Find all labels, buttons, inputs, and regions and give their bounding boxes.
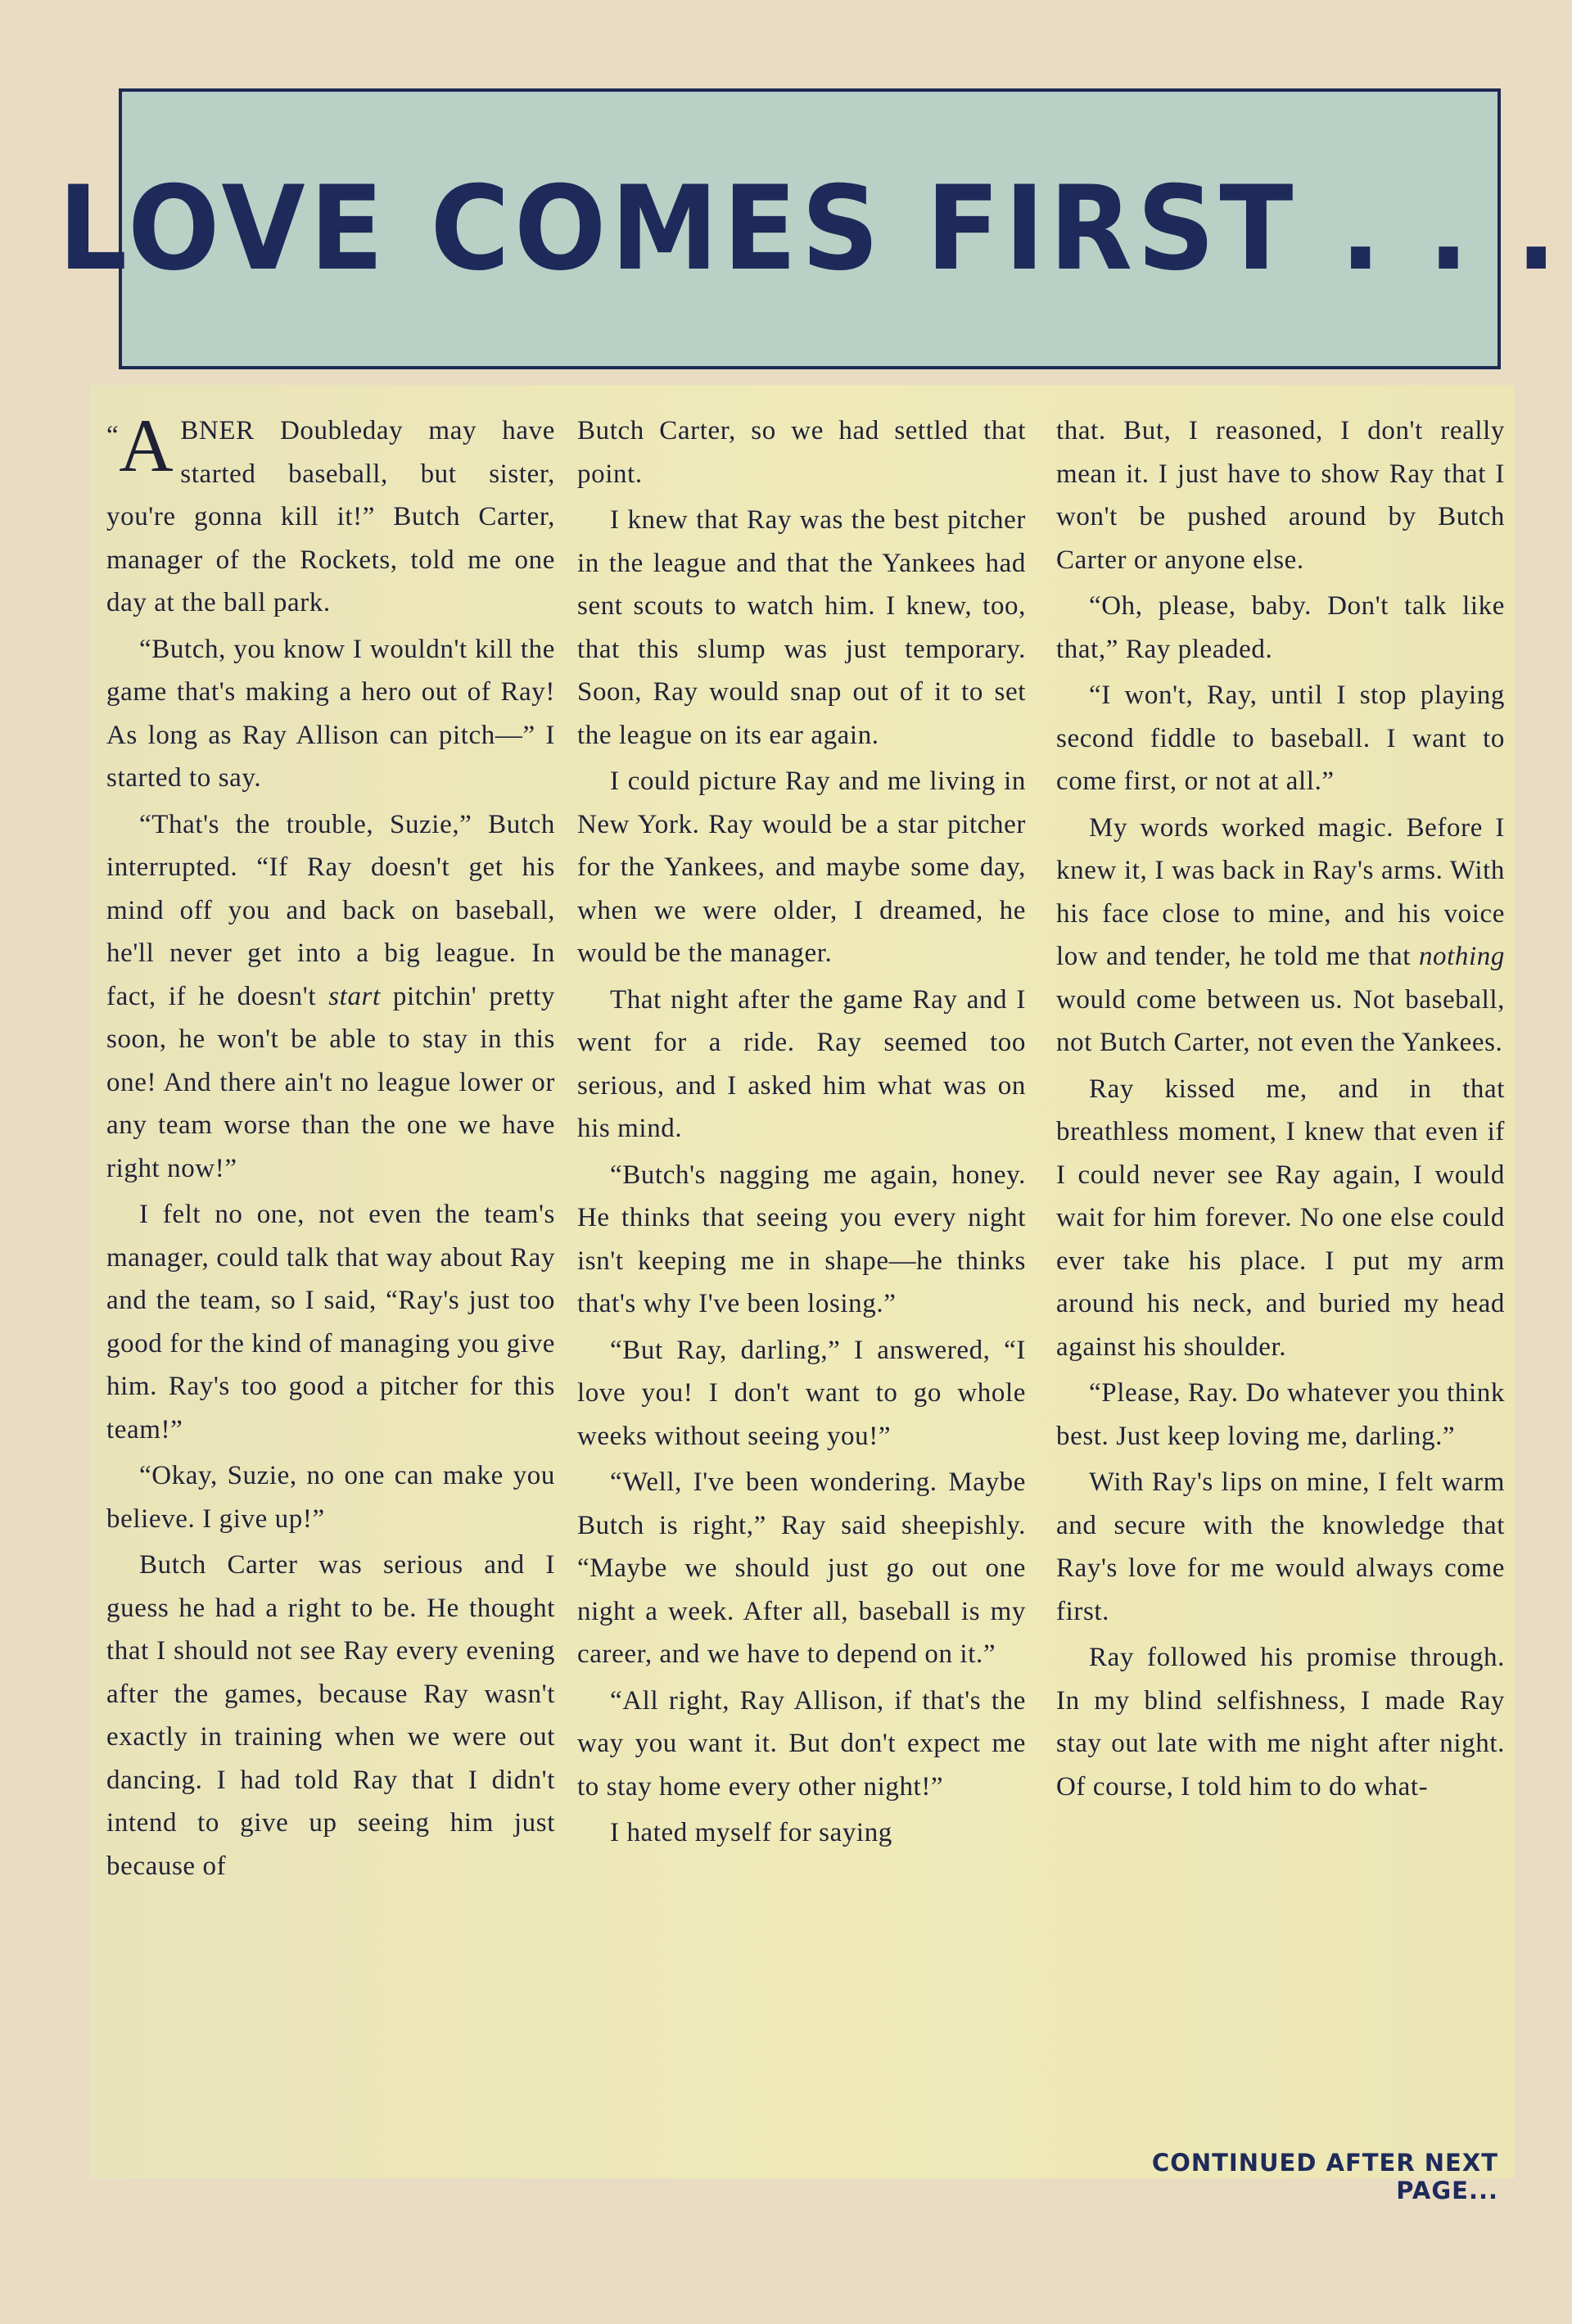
paragraph-text: I felt no one, not even the team's manager, could talk that way about Ray and the team, so I said, “Ray's just too good for the kind of managing you give him. Ray's too good a pitcher for this team!” — [106, 1200, 555, 1445]
paragraph — [1056, 409, 1505, 581]
paragraph-text: “Well, I've been wondering. Maybe Butch is right,” Ray said sheepishly. “Maybe we should just go out one night a week. After all, baseball is my career, and we have to depend on it.” — [577, 1467, 1026, 1669]
paragraph-text: Ray followed his promise through. In my blind selfishness, I made Ray stay out late with me night after night. Of course, I told him to do what- — [1056, 1643, 1505, 1802]
drop-cap: A — [119, 409, 174, 487]
paragraph — [106, 1193, 555, 1451]
continued-notice: CONTINUED AFTER NEXT PAGE... — [1151, 2149, 1498, 2204]
paragraph — [106, 1544, 555, 1888]
paragraph — [577, 979, 1026, 1151]
paragraph-text: That night after the game Ray and I went for a ride. Ray seemed too serious, and I asked him what was on his mind. — [577, 984, 1026, 1143]
paragraph-text: Ray kissed me, and in that breathless moment, I knew that even if I could never see Ray again, I would wait for him forever. No one else could ever take his place. I put my arm around his neck, and buried my head against his shoulder. — [1056, 1074, 1505, 1362]
paragraph-text: “Okay, Suzie, no one can make you believe. I give up!” — [106, 1461, 555, 1534]
paragraph-text: pitchin' pretty soon, he won't be able to stay in this one! And there ain't no league lower or any team worse than the one we have right now!” — [106, 981, 555, 1183]
paragraph — [1056, 1636, 1505, 1808]
paragraph — [577, 760, 1026, 975]
paragraph — [1056, 807, 1505, 1065]
paragraph-text: I knew that Ray was the best pitcher in the league and that the Yankees had sent scouts to watch him. I knew, too, that this slump was just temporary. Soon, Ray would snap out of it to set the league on its ear again. — [577, 505, 1026, 750]
paragraph — [577, 1154, 1026, 1326]
paragraph — [106, 803, 555, 1191]
paragraph — [1056, 585, 1505, 671]
text-column-1 — [106, 409, 555, 2137]
opening-quote: “ — [106, 421, 120, 450]
paragraph-text: “All right, Ray Allison, if that's the way you want it. But don't expect me to stay home every other night!” — [577, 1685, 1026, 1802]
paragraph-text: With Ray's lips on mine, I felt warm and secure with the knowledge that Ray's love for me would always come first. — [1056, 1467, 1505, 1626]
paragraph-text: Butch Carter, so we had settled that point. — [577, 416, 1026, 489]
paragraph — [577, 1680, 1026, 1809]
paragraph-text: “Please, Ray. Do whatever you think best. Just keep loving me, darling.” — [1056, 1378, 1505, 1451]
text-column-2 — [577, 409, 1026, 2137]
title-banner — [58, 88, 1561, 369]
paragraph — [577, 1811, 1026, 1855]
paragraph-text: “That's the trouble, Suzie,” Butch interrupted. “If Ray doesn't get his mind off you and back on baseball, he'll never get into a big league. In fact, if he doesn't — [106, 809, 555, 1011]
paragraph — [1056, 1372, 1505, 1458]
paragraph-text: Butch Carter was serious and I guess he had a right to be. He thought that I should not see Ray every evening after the games, because Ray wasn't exactly in training when we were out dancing. I had told Ray that I didn't intend to give up seeing him just because of — [106, 1550, 555, 1881]
paragraph-text: “I won't, Ray, until I stop playing second fiddle to baseball. I want to come first, or not at all.” — [1056, 680, 1505, 796]
text-column-3 — [1056, 409, 1505, 2137]
paragraph — [1056, 1461, 1505, 1633]
paragraph — [106, 409, 555, 625]
paragraph — [106, 628, 555, 800]
paragraph-text: My words worked magic. Before I knew it, I was back in Ray's arms. With his face close to mine, and his voice low and tender, he told me that — [1056, 812, 1505, 971]
paragraph-text: I hated myself for saying — [610, 1818, 892, 1847]
paragraph-text: “Oh, please, baby. Don't talk like that,” Ray pleaded. — [1056, 591, 1505, 664]
paragraph — [1056, 1068, 1505, 1369]
paragraph-text: would come between us. Not baseball, not Butch Carter, not even the Yankees. — [1056, 984, 1505, 1057]
emphasis-text: nothing — [1418, 942, 1505, 971]
paragraph-text: “Butch, you know I wouldn't kill the game that's making a hero out of Ray! As long as Ray Allison can pitch—” I started to say. — [106, 634, 555, 793]
paragraph-text: “But Ray, darling,” I answered, “I love you! I don't want to go whole weeks without seeing you!” — [577, 1335, 1026, 1451]
emphasis-text: start — [328, 981, 381, 1011]
paragraph-text: BNER Doubleday may have started baseball, but sister, you're gonna kill it!” Butch Carter, manager of the Rockets, told me one day at the ball park. — [106, 416, 555, 617]
paragraph-text: “Butch's nagging me again, honey. He thinks that seeing you every night isn't keeping me in shape—he thinks that's why I've been losing.” — [577, 1160, 1026, 1318]
paragraph-text: I could picture Ray and me living in New York. Ray would be a star pitcher for the Yankees, and maybe some day, when we were older, I dreamed, he would be the manager. — [577, 766, 1026, 968]
paragraph — [577, 1329, 1026, 1458]
paragraph — [577, 1461, 1026, 1676]
paragraph — [577, 409, 1026, 495]
paragraph-text: that. But, I reasoned, I don't really mean it. I just have to show Ray that I won't be pushed around by Butch Carter or anyone else. — [1056, 416, 1505, 575]
story-title: LOVE COMES FIRST . . . — [58, 161, 1561, 296]
paragraph — [1056, 674, 1505, 803]
paragraph — [577, 499, 1026, 757]
paragraph — [106, 1454, 555, 1540]
